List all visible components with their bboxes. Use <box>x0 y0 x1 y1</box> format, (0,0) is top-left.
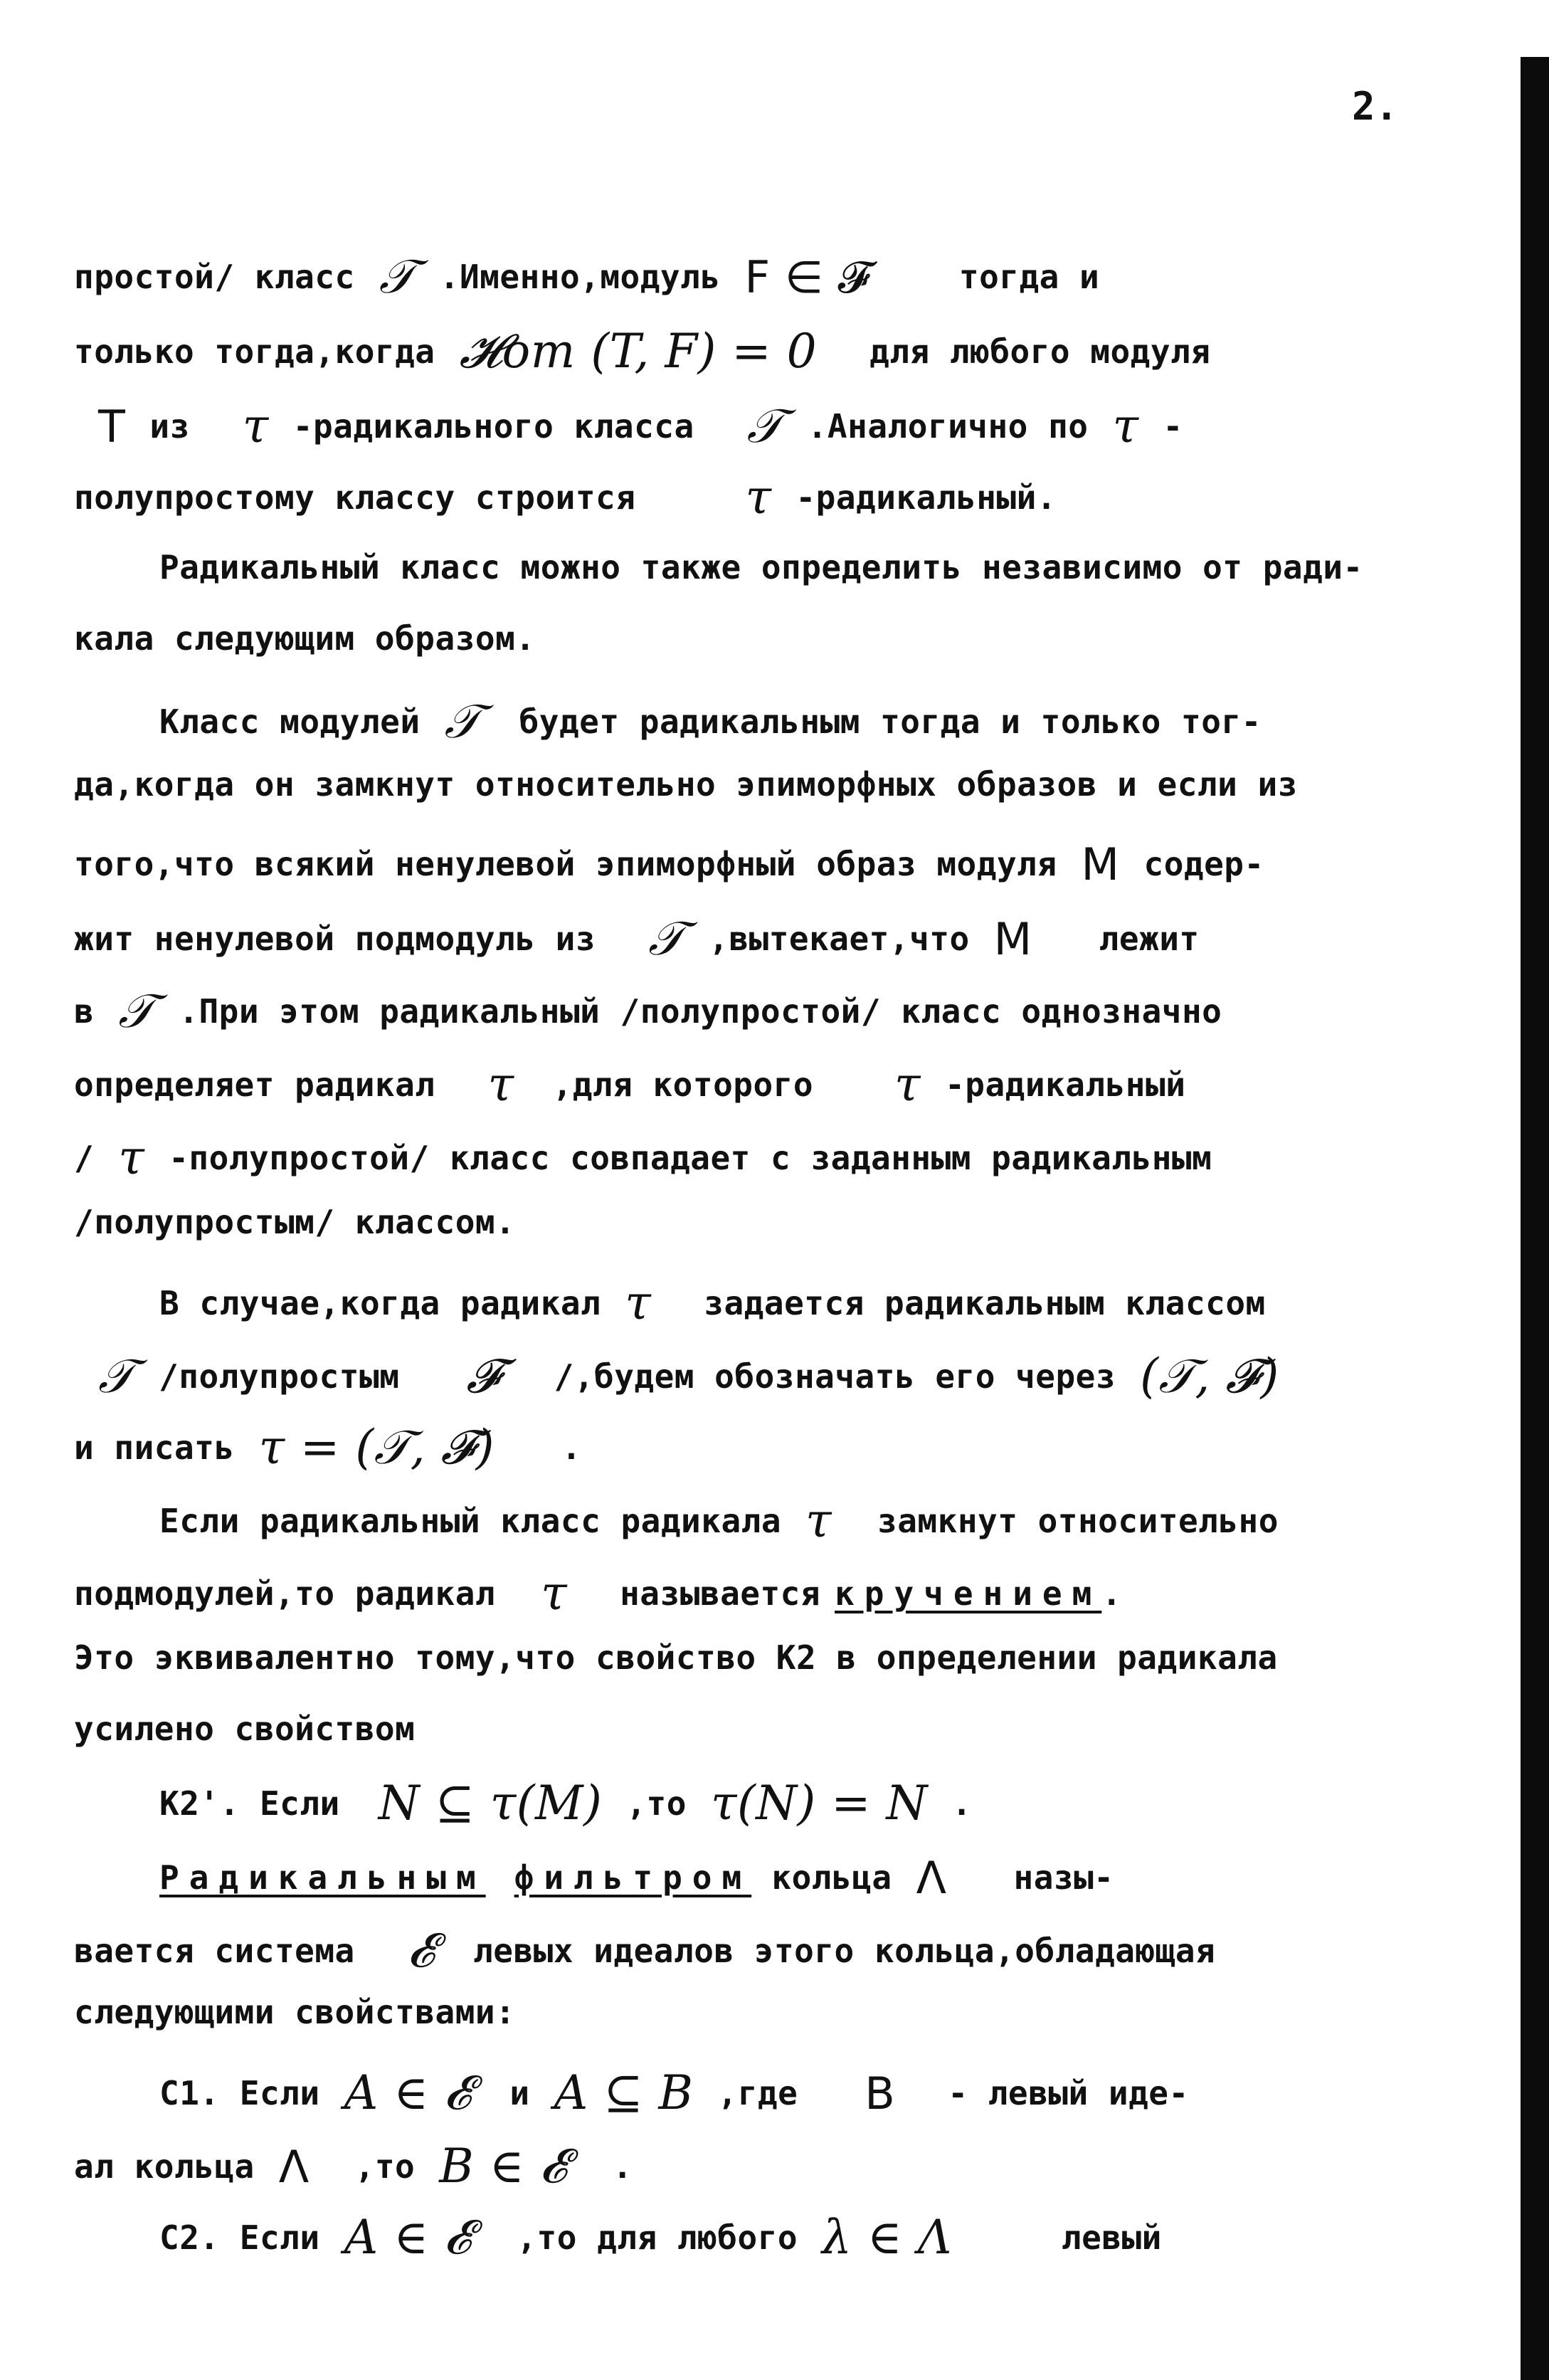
text-line <box>74 1923 1215 1979</box>
handwritten-formula: τ <box>118 1130 145 1185</box>
typed-text: да,когда он замкнут относительно эпиморфных образов и если из <box>74 765 1298 804</box>
typed-text: Радикальный класс можно также определить независимо от ради- <box>159 548 1363 586</box>
text-line <box>74 470 1057 525</box>
handwritten-formula: τ <box>541 1566 568 1621</box>
typed-text: ,то <box>354 2147 416 2186</box>
text-line <box>74 1057 1185 1112</box>
typed-text: С1. Если <box>159 2074 320 2112</box>
typed-text: и <box>509 2074 530 2112</box>
typed-text: содер- <box>1143 845 1264 883</box>
typed-text: .Аналогично по <box>807 407 1089 446</box>
typed-text: лежит <box>1099 920 1200 958</box>
typed-text: в <box>74 992 95 1031</box>
handwritten-formula: τ <box>894 1057 921 1112</box>
text-line <box>74 2139 633 2195</box>
text-line <box>74 2210 1162 2266</box>
handwritten-formula: 𝒯 <box>98 1349 135 1404</box>
typed-text: К2'. Если <box>159 1784 340 1823</box>
typed-text: следующими свойствами: <box>74 1993 516 2031</box>
handwritten-formula: T <box>98 401 126 453</box>
handwritten-formula: M <box>993 913 1032 965</box>
text-line <box>74 1275 1266 1330</box>
handwritten-formula: 𝒯 <box>746 399 783 453</box>
text-line <box>74 548 1363 586</box>
handwritten-formula: (𝒯, 𝓕) <box>1140 1349 1279 1404</box>
text-line <box>74 1349 1304 1405</box>
handwritten-formula: τ <box>625 1275 652 1330</box>
page-number: 2. <box>1352 84 1399 129</box>
typed-text: ,то <box>626 1784 687 1823</box>
typed-text: левый <box>1061 2218 1162 2257</box>
typed-text: полупростому классу строится <box>74 478 636 517</box>
handwritten-formula: τ <box>745 470 772 525</box>
typed-text: того,что всякий ненулевой эпиморфный образ модуля <box>74 845 1057 883</box>
typed-text: -радикальный. <box>795 478 1057 517</box>
handwritten-formula: 𝒯 <box>648 911 685 966</box>
handwritten-formula: 𝒯 <box>118 984 155 1038</box>
typed-text: -полупростой/ класс совпадает с заданным радикальным <box>169 1139 1212 1177</box>
typed-text: назы- <box>1013 1858 1114 1897</box>
scan-edge-bar <box>1521 57 1549 2380</box>
typed-text: .При этом радикальный /полупростой/ класс однозначно <box>179 992 1222 1031</box>
text-line <box>74 838 1264 890</box>
typed-text: левых идеалов этого кольца,обладающая <box>473 1932 1216 1970</box>
text-line <box>74 984 1222 1040</box>
typed-text: . <box>951 1784 972 1823</box>
typed-text: ,для которого <box>552 1065 814 1104</box>
typed-text: В случае,когда радикал <box>159 1284 601 1322</box>
text-line <box>74 1566 1122 1621</box>
handwritten-formula: τ = (𝒯, 𝓕) <box>258 1420 495 1475</box>
text-line <box>74 1493 1279 1548</box>
text-line <box>74 1710 415 1748</box>
handwritten-formula: B ∈ 𝓔 <box>439 2139 567 2194</box>
text-line <box>74 619 535 658</box>
typed-text: ,вытекает,что <box>709 920 970 958</box>
typed-text: из <box>149 407 190 446</box>
text-line <box>74 399 1183 455</box>
typed-text: подмодулей,то радикал <box>74 1574 496 1613</box>
typed-text: /,будем обозначать его через <box>554 1357 1116 1396</box>
typed-text: кольца <box>751 1858 892 1897</box>
typed-text: тогда и <box>958 258 1100 296</box>
typed-text: . <box>1101 1574 1122 1613</box>
typed-text: жит ненулевой подмодуль из <box>74 920 596 958</box>
typed-text: ал кольца <box>74 2147 255 2186</box>
emphasized-term: кручением <box>835 1574 1102 1613</box>
handwritten-formula: A ⊆ B <box>554 2065 694 2120</box>
handwritten-formula: τ <box>242 399 269 453</box>
typed-text: усилено свойством <box>74 1710 416 1748</box>
text-line <box>74 249 1099 305</box>
typed-text: простой/ класс <box>74 258 355 296</box>
typed-text: . <box>612 2147 633 2186</box>
typed-text: ,то для любого <box>517 2218 798 2257</box>
text-line <box>74 1130 1212 1185</box>
typed-text: / <box>74 1139 95 1177</box>
text-line <box>74 1420 581 1476</box>
typed-text: Если радикальный класс радикала <box>159 1502 782 1540</box>
typed-text: - <box>1163 407 1183 446</box>
typed-text: Это эквивалентно тому,что свойство К2 в определении радикала <box>74 1638 1278 1677</box>
handwritten-formula: Λ <box>278 2141 310 2193</box>
typed-text: -радикальный <box>945 1065 1186 1104</box>
text-line <box>74 1776 972 1831</box>
text-line <box>74 1852 1114 1904</box>
handwritten-formula: τ(N) = N <box>710 1776 928 1831</box>
typed-text: кала следующим образом. <box>74 619 536 658</box>
typed-text: ,где <box>717 2074 798 2112</box>
typed-text: Класс модулей <box>159 702 421 741</box>
handwritten-formula: 𝒯 <box>444 694 481 749</box>
handwritten-formula: M <box>1081 838 1120 890</box>
handwritten-formula: τ <box>805 1493 832 1548</box>
text-line <box>74 1638 1278 1677</box>
typed-text: будет радикальным тогда и только тог- <box>519 702 1262 741</box>
text-line <box>74 694 1262 750</box>
handwritten-formula: B <box>865 2068 896 2120</box>
handwritten-formula: 𝓗om (T, F) = 0 <box>459 324 818 379</box>
typed-text: - левый иде- <box>948 2074 1189 2112</box>
typed-text: -радикального класса <box>292 407 694 446</box>
text-line <box>74 1203 515 1241</box>
typed-text: /полупростым/ классом. <box>74 1203 516 1241</box>
emphasized-term: фильтром <box>514 1858 752 1897</box>
handwritten-formula: 𝓕 <box>466 1349 502 1404</box>
typed-text: называется <box>620 1574 821 1613</box>
text-line <box>74 911 1200 967</box>
typed-text: для любого модуля <box>869 332 1211 371</box>
typed-text: определяет радикал <box>74 1065 435 1104</box>
handwritten-formula: 𝒯 <box>379 249 416 304</box>
handwritten-formula: A ∈ 𝓔 <box>344 2210 472 2265</box>
text-line <box>74 1993 515 2031</box>
handwritten-formula: Λ <box>916 1852 947 1904</box>
typed-text: вается система <box>74 1932 355 1970</box>
typed-text: и писать <box>74 1428 235 1467</box>
handwritten-formula: 𝓔 <box>407 1923 435 1978</box>
handwritten-formula: N ⊆ τ(M) <box>378 1776 603 1831</box>
typed-text: С2. Если <box>159 2218 320 2257</box>
typed-text: /полупростым <box>159 1357 400 1396</box>
typed-text: .Именно,модуль <box>439 258 721 296</box>
handwritten-formula: λ ∈ Λ <box>822 2210 952 2265</box>
text-line <box>74 2065 1189 2122</box>
handwritten-formula: F ∈ 𝓕 <box>744 251 871 303</box>
typed-text: . <box>561 1428 582 1467</box>
handwritten-formula: A ∈ 𝓔 <box>344 2065 472 2120</box>
text-line <box>74 324 1210 380</box>
handwritten-formula: τ <box>1112 399 1139 453</box>
typed-text: задается радикальным классом <box>704 1284 1266 1322</box>
text-line <box>74 765 1298 804</box>
handwritten-formula: τ <box>487 1057 514 1112</box>
emphasized-term: Радикальным <box>159 1858 486 1897</box>
typed-text: только тогда,когда <box>74 332 435 371</box>
typed-text: замкнут относительно <box>877 1502 1279 1540</box>
